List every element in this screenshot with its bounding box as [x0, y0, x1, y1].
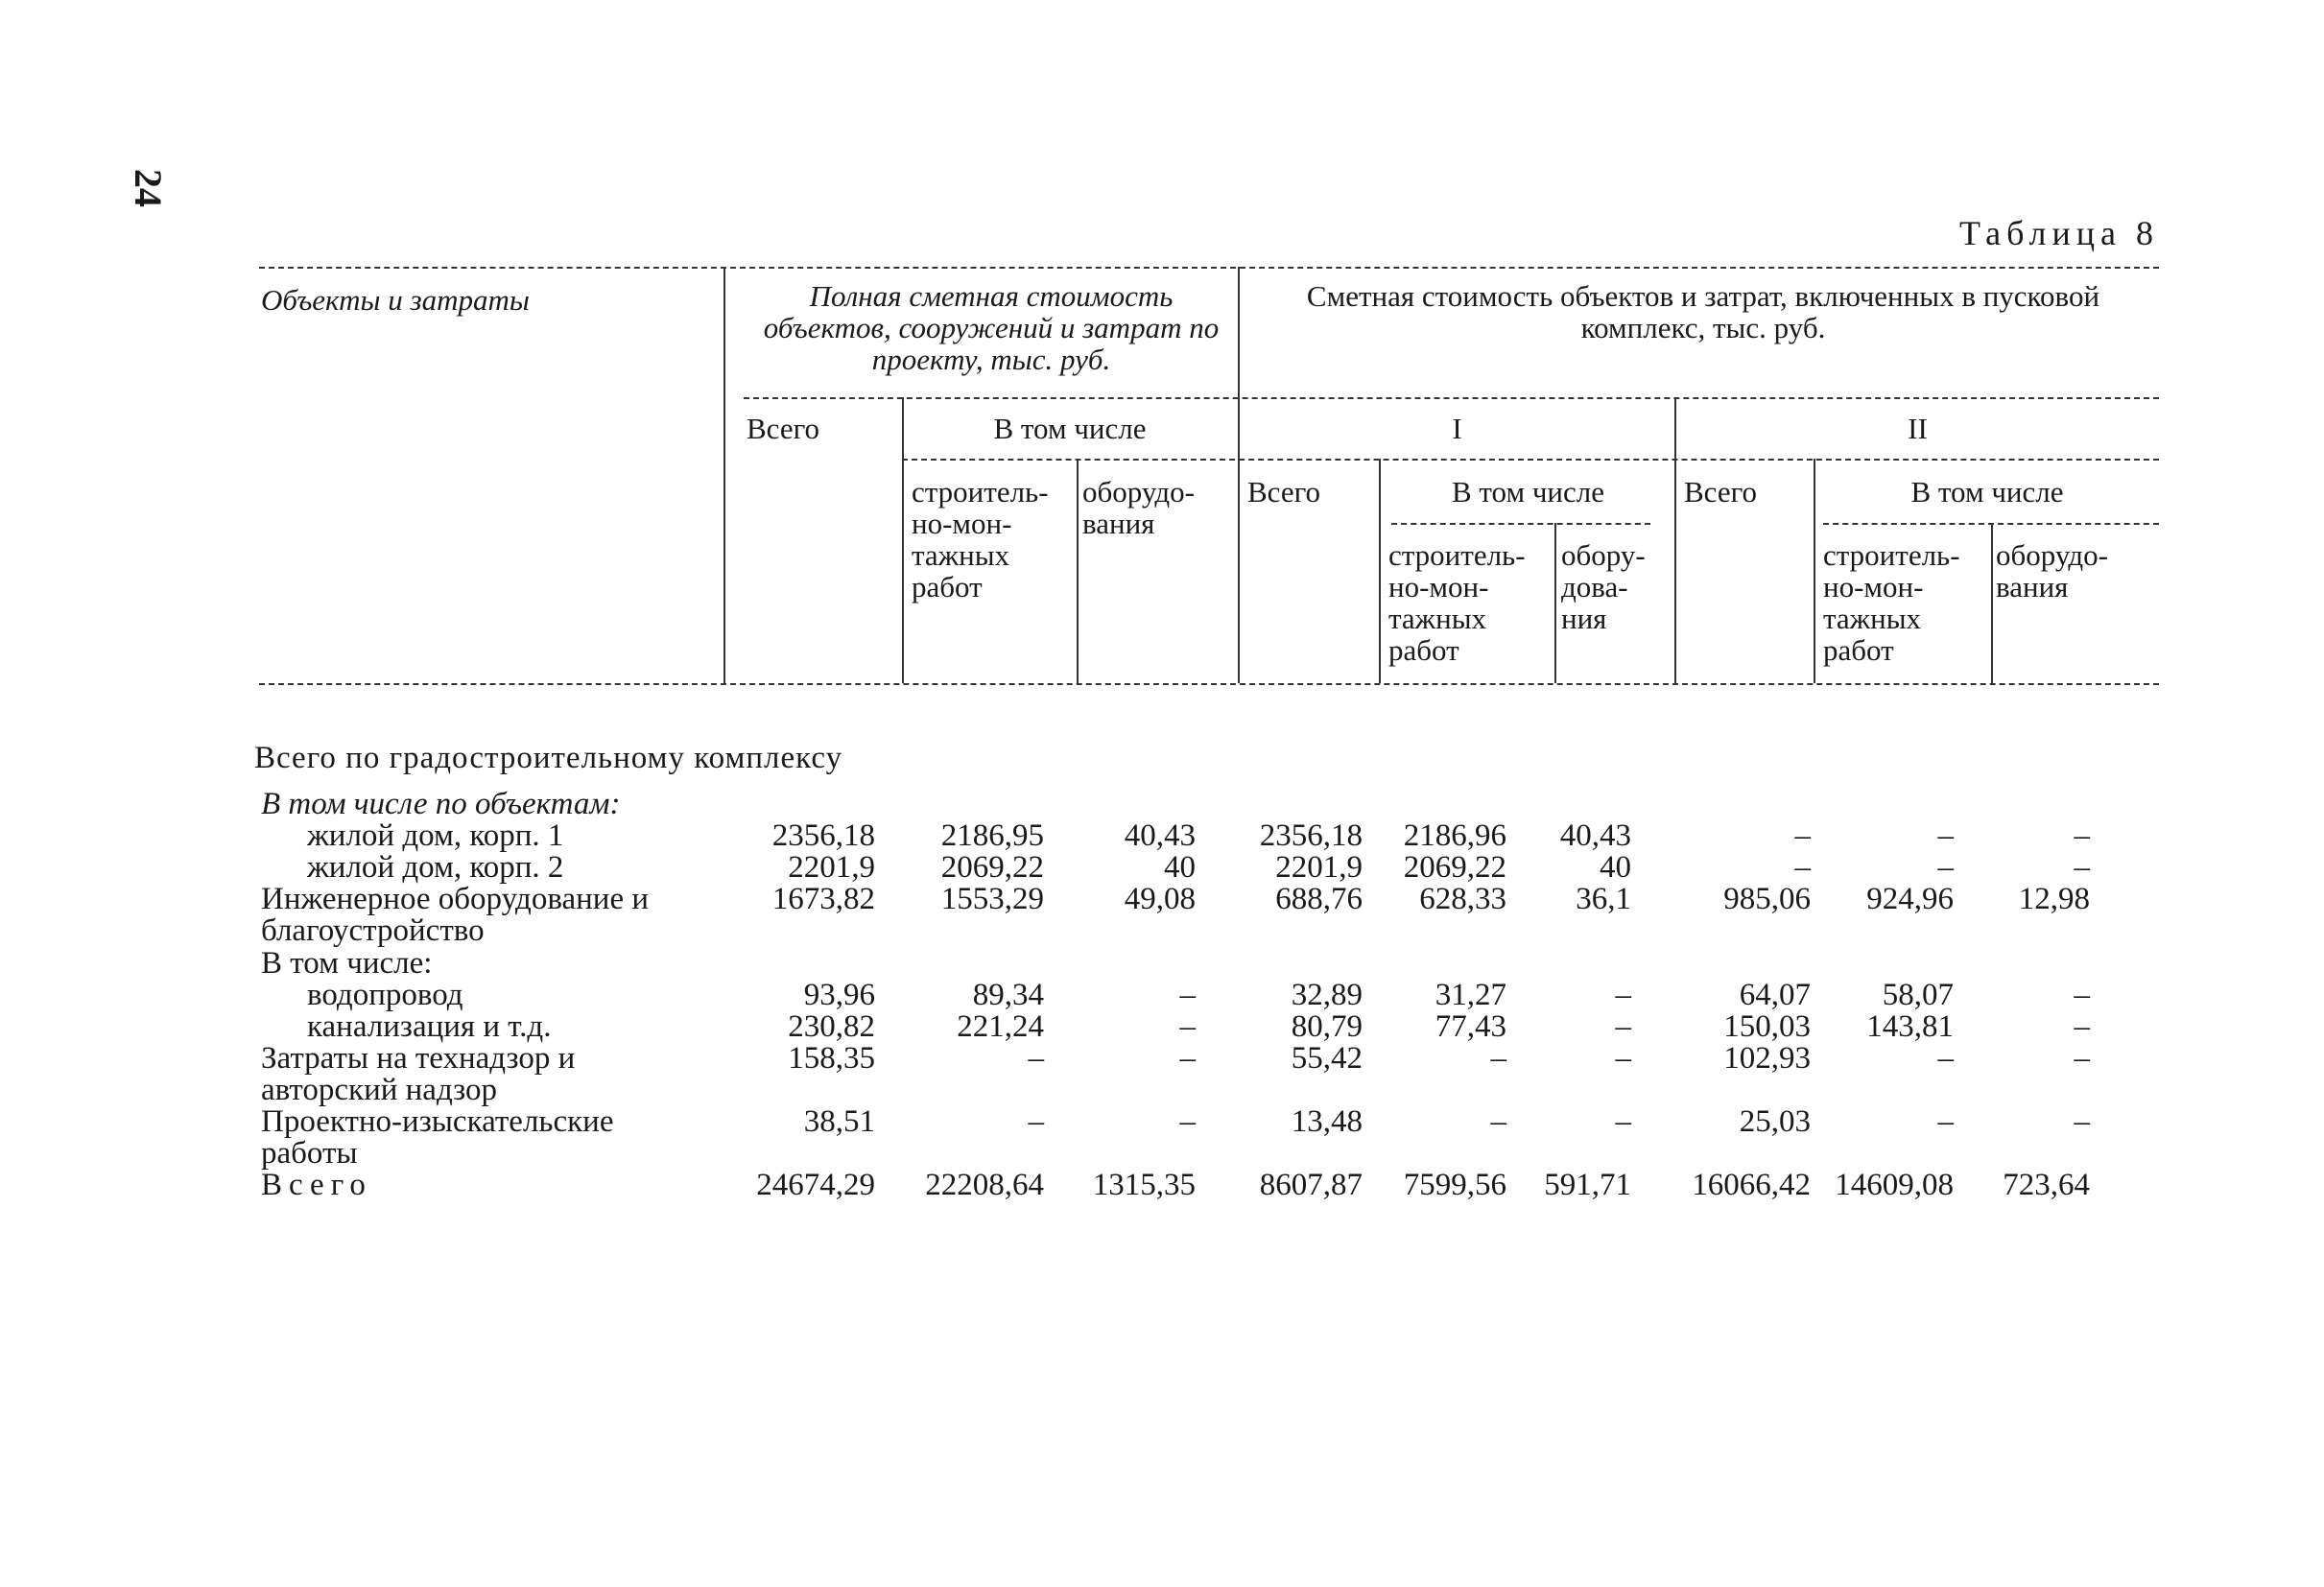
cell-value: 2186,95: [940, 818, 1044, 853]
header-stage1-equipment: обору-дова-ния: [1561, 538, 1646, 635]
header-stage1-including: В том числе: [1451, 475, 1604, 509]
cell-value: 985,06: [1723, 882, 1811, 916]
cell-value: 49,08: [1124, 882, 1196, 916]
cell-value: 143,81: [1866, 1009, 1954, 1044]
cell-value: –: [1937, 1041, 1954, 1076]
cell-value: –: [1615, 978, 1631, 1012]
col-divider-5: [1379, 459, 1381, 683]
row-label: В том числе:: [261, 946, 433, 981]
cell-value: 12,98: [2018, 882, 2090, 916]
header-full-equipment: оборудо-вания: [1082, 475, 1196, 540]
cell-value: 40: [1164, 850, 1196, 885]
cell-value: 64,07: [1739, 978, 1811, 1012]
cell-value: –: [1490, 1041, 1506, 1076]
cell-value: 25,03: [1739, 1104, 1811, 1139]
cell-value: 628,33: [1419, 882, 1506, 916]
cell-value: –: [1794, 850, 1811, 885]
cell-value: 2201,9: [788, 850, 875, 885]
cell-value: 7599,56: [1403, 1168, 1506, 1202]
rule-top: [259, 267, 2159, 269]
row-label: жилой дом, корп. 1: [307, 818, 564, 853]
cell-value: –: [1179, 978, 1196, 1012]
cell-value: –: [1615, 1009, 1631, 1044]
cell-value: 36,1: [1576, 882, 1631, 916]
cell-value: 40: [1600, 850, 1631, 885]
cell-value: 77,43: [1435, 1009, 1506, 1044]
cell-value: –: [2074, 850, 2090, 885]
cell-value: 688,76: [1275, 882, 1363, 916]
cell-value: 1553,29: [940, 882, 1044, 916]
cell-value: 2201,9: [1275, 850, 1363, 885]
header-stage1-total: Всего: [1247, 475, 1321, 509]
cell-value: –: [1794, 818, 1811, 853]
cell-value: 2356,18: [1259, 818, 1363, 853]
page-number: 24: [127, 169, 170, 207]
header-stage-2: II: [1908, 412, 1928, 445]
cell-value: –: [2074, 818, 2090, 853]
cell-value: 24674,29: [756, 1168, 875, 1202]
cell-value: –: [1937, 818, 1954, 853]
cell-value: –: [2074, 1009, 2090, 1044]
header-stage2-total: Всего: [1684, 475, 1758, 509]
cell-value: 230,82: [788, 1009, 875, 1044]
col-divider-1: [723, 267, 725, 683]
cell-value: 1315,35: [1092, 1168, 1196, 1202]
cell-value: 93,96: [803, 978, 875, 1012]
header-stage1-construction: строитель-но-мон-тажных работ: [1388, 538, 1526, 667]
table-caption: Таблица 8: [1959, 214, 2159, 252]
cell-value: 924,96: [1866, 882, 1954, 916]
cell-value: –: [1028, 1104, 1044, 1139]
header-full-total: Всего: [747, 412, 820, 445]
cell-value: 89,34: [972, 978, 1044, 1012]
cell-value: –: [1490, 1104, 1506, 1139]
row-label: Инженерное оборудование и благоустройство: [261, 882, 650, 948]
row-label: Всего: [261, 1168, 372, 1202]
cell-value: 8607,87: [1259, 1168, 1363, 1202]
cell-value: 40,43: [1559, 818, 1631, 853]
cell-value: –: [1179, 1104, 1196, 1139]
row-label: Затраты на технадзор и авторский надзор: [261, 1041, 576, 1107]
rule-header-3a: [1391, 523, 1650, 525]
cell-value: 22208,64: [925, 1168, 1044, 1202]
cell-value: –: [1937, 850, 1954, 885]
rule-header-bottom: [259, 683, 2159, 685]
cell-value: 102,93: [1723, 1041, 1811, 1076]
cell-value: 38,51: [803, 1104, 875, 1139]
cell-value: 40,43: [1124, 818, 1196, 853]
cell-value: –: [1615, 1041, 1631, 1076]
col-divider-9: [1991, 523, 1993, 683]
cell-value: 2069,22: [1403, 850, 1506, 885]
header-full-including: В том числе: [993, 412, 1147, 445]
cell-value: 723,64: [2003, 1168, 2090, 1202]
cell-value: –: [1615, 1104, 1631, 1139]
cell-value: 16066,42: [1692, 1168, 1811, 1202]
cell-value: 31,27: [1435, 978, 1506, 1012]
cell-value: –: [2074, 978, 2090, 1012]
rule-header-1: [744, 397, 2159, 399]
cell-value: 1673,82: [771, 882, 875, 916]
cell-value: –: [1028, 1041, 1044, 1076]
cell-value: 58,07: [1882, 978, 1954, 1012]
header-stage2-including: В том числе: [1910, 475, 2064, 509]
cell-value: –: [1937, 1104, 1954, 1139]
cell-value: –: [2074, 1104, 2090, 1139]
cell-value: –: [1179, 1009, 1196, 1044]
cell-value: 14609,08: [1835, 1168, 1954, 1202]
cell-value: 2069,22: [940, 850, 1044, 885]
cell-value: –: [2074, 1041, 2090, 1076]
cell-value: –: [1179, 1041, 1196, 1076]
cell-value: 2356,18: [771, 818, 875, 853]
header-stage2-equipment: оборудо-вания: [1996, 538, 2109, 604]
rule-header-2: [902, 459, 2159, 461]
col-divider-3: [1077, 459, 1079, 683]
cell-value: 221,24: [957, 1009, 1044, 1044]
cell-value: 80,79: [1291, 1009, 1363, 1044]
section-title: Всего по градостроительному комплексу: [254, 741, 843, 775]
col-divider-4: [1238, 267, 1240, 683]
cell-value: 32,89: [1291, 978, 1363, 1012]
cell-value: 55,42: [1291, 1041, 1363, 1076]
cell-value: 13,48: [1291, 1104, 1363, 1139]
cell-value: 591,71: [1544, 1168, 1631, 1202]
cell-value: 150,03: [1723, 1009, 1811, 1044]
cell-value: 158,35: [788, 1041, 875, 1076]
header-full-cost: Полная сметная стоимость объектов, сооружений и затрат по проекту, тыс. руб.: [763, 279, 1220, 376]
header-launch-cost: Сметная стоимость объектов и затрат, включенных в пусковой комплекс, тыс. руб.: [1306, 279, 2100, 344]
header-stage-1: I: [1452, 412, 1462, 445]
header-stage2-construction: строитель-но-мон-тажных работ: [1823, 538, 1960, 667]
row-label: канализация и т.д.: [307, 1009, 552, 1044]
row-label: водопровод: [307, 978, 463, 1012]
header-objects: Объекты и затраты: [261, 283, 530, 317]
cell-value: 2186,96: [1403, 818, 1506, 853]
row-label: Проектно-изыскательские работы: [261, 1104, 614, 1171]
header-full-construction: строитель-но-мон-тажных работ: [912, 475, 1049, 604]
row-label: В том числе по объектам:: [261, 787, 621, 821]
col-divider-6: [1554, 523, 1556, 683]
row-label: жилой дом, корп. 2: [307, 850, 564, 885]
